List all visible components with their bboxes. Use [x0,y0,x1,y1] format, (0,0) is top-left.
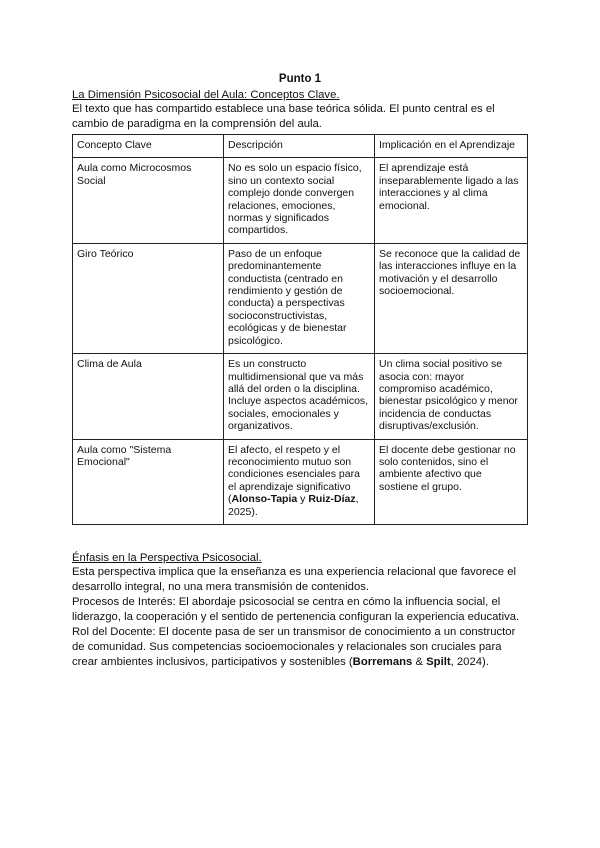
paragraph-text: , 2024). [450,655,489,668]
citation-author: Borremans [352,655,413,668]
paragraph-text: Rol del Docente: El docente pasa de ser un transmisor de conocimiento a un constructor de comunidad. Sus competencias socioemocionales y relacionales son cruciales para crear ambientes inclusivos, participativos y sostenibles ( [72,625,516,668]
citation-author: Ruiz-Díaz [308,493,356,506]
table-header-cell: Descripción [224,135,375,158]
table-cell [224,439,375,524]
table-cell: Giro Teórico [73,243,224,353]
document-page [72,72,528,670]
table-cell: El docente debe gestionar no solo contenidos, sino el ambiente afectivo que sostiene el grupo. [375,439,528,524]
section-heading: Énfasis en la Perspectiva Psicosocial. [72,551,262,564]
paragraph-text: & [412,655,427,668]
table-header-row [73,135,528,158]
table-row [73,243,528,353]
table-row [73,158,528,243]
section-heading: La Dimensión Psicosocial del Aula: Conceptos Clave. [72,89,340,101]
table-cell: Un clima social positivo se asocia con: mayor compromiso académico, bienestar psicológico y menor incidencia de conductas disruptivas/exclusión. [375,354,528,439]
table-cell: El aprendizaje está inseparablemente ligado a las interacciones y al clima emocional. [375,158,528,243]
table-cell: Es un constructo multidimensional que va más allá del orden o la disciplina. Incluye aspectos académicos, sociales, emocionales y organizativos. [224,354,375,439]
citation-author: Alonso-Tapia [231,493,298,506]
intro-paragraph: El texto que has compartido establece una base teórica sólida. El punto central es el cambio de paradigma en la comprensión del aula. [72,103,495,130]
page-title: Punto 1 [278,73,322,85]
table-cell: Aula como Microcosmos Social [73,158,224,243]
cell-text: y [297,493,309,506]
cell-text: El afecto, el respeto y el reconocimiento mutuo son condiciones esenciales para el aprendizaje significativo ( [228,443,360,506]
table-cell: Clima de Aula [73,354,224,439]
table-row [73,439,528,524]
table-row [73,354,528,439]
paragraph: Esta perspectiva implica que la enseñanza es una experiencia relacional que favorece el desarrollo integral, no una mera transmisión de contenidos. [72,565,516,593]
table-cell: Aula como "Sistema Emocional" [73,439,224,524]
table-cell: Se reconoce que la calidad de las interacciones influye en la motivación y el desarrollo socioemocional. [375,243,528,353]
table-cell: Paso de un enfoque predominantemente conductista (centrado en rendimiento y gestión de conducta) a perspectivas socioconstructivistas, ecológicas y de bienestar psicológico. [224,243,375,353]
paragraph: Procesos de Interés: El abordaje psicosocial se centra en cómo la influencia social, el liderazgo, la cooperación y el sentido de pertenencia configuran la experiencia educativa. [72,595,520,623]
citation-author: Spilt [426,655,451,668]
cell-text: , 2025). [228,493,359,518]
table-header-cell: Concepto Clave [73,135,224,158]
table-cell: No es solo un espacio físico, sino un contexto social complejo donde convergen relaciones, emociones, normas y significados compartidos. [224,158,375,243]
paragraph [72,625,528,670]
concepts-table [72,134,528,525]
table-header-cell: Implicación en el Aprendizaje [375,135,528,158]
